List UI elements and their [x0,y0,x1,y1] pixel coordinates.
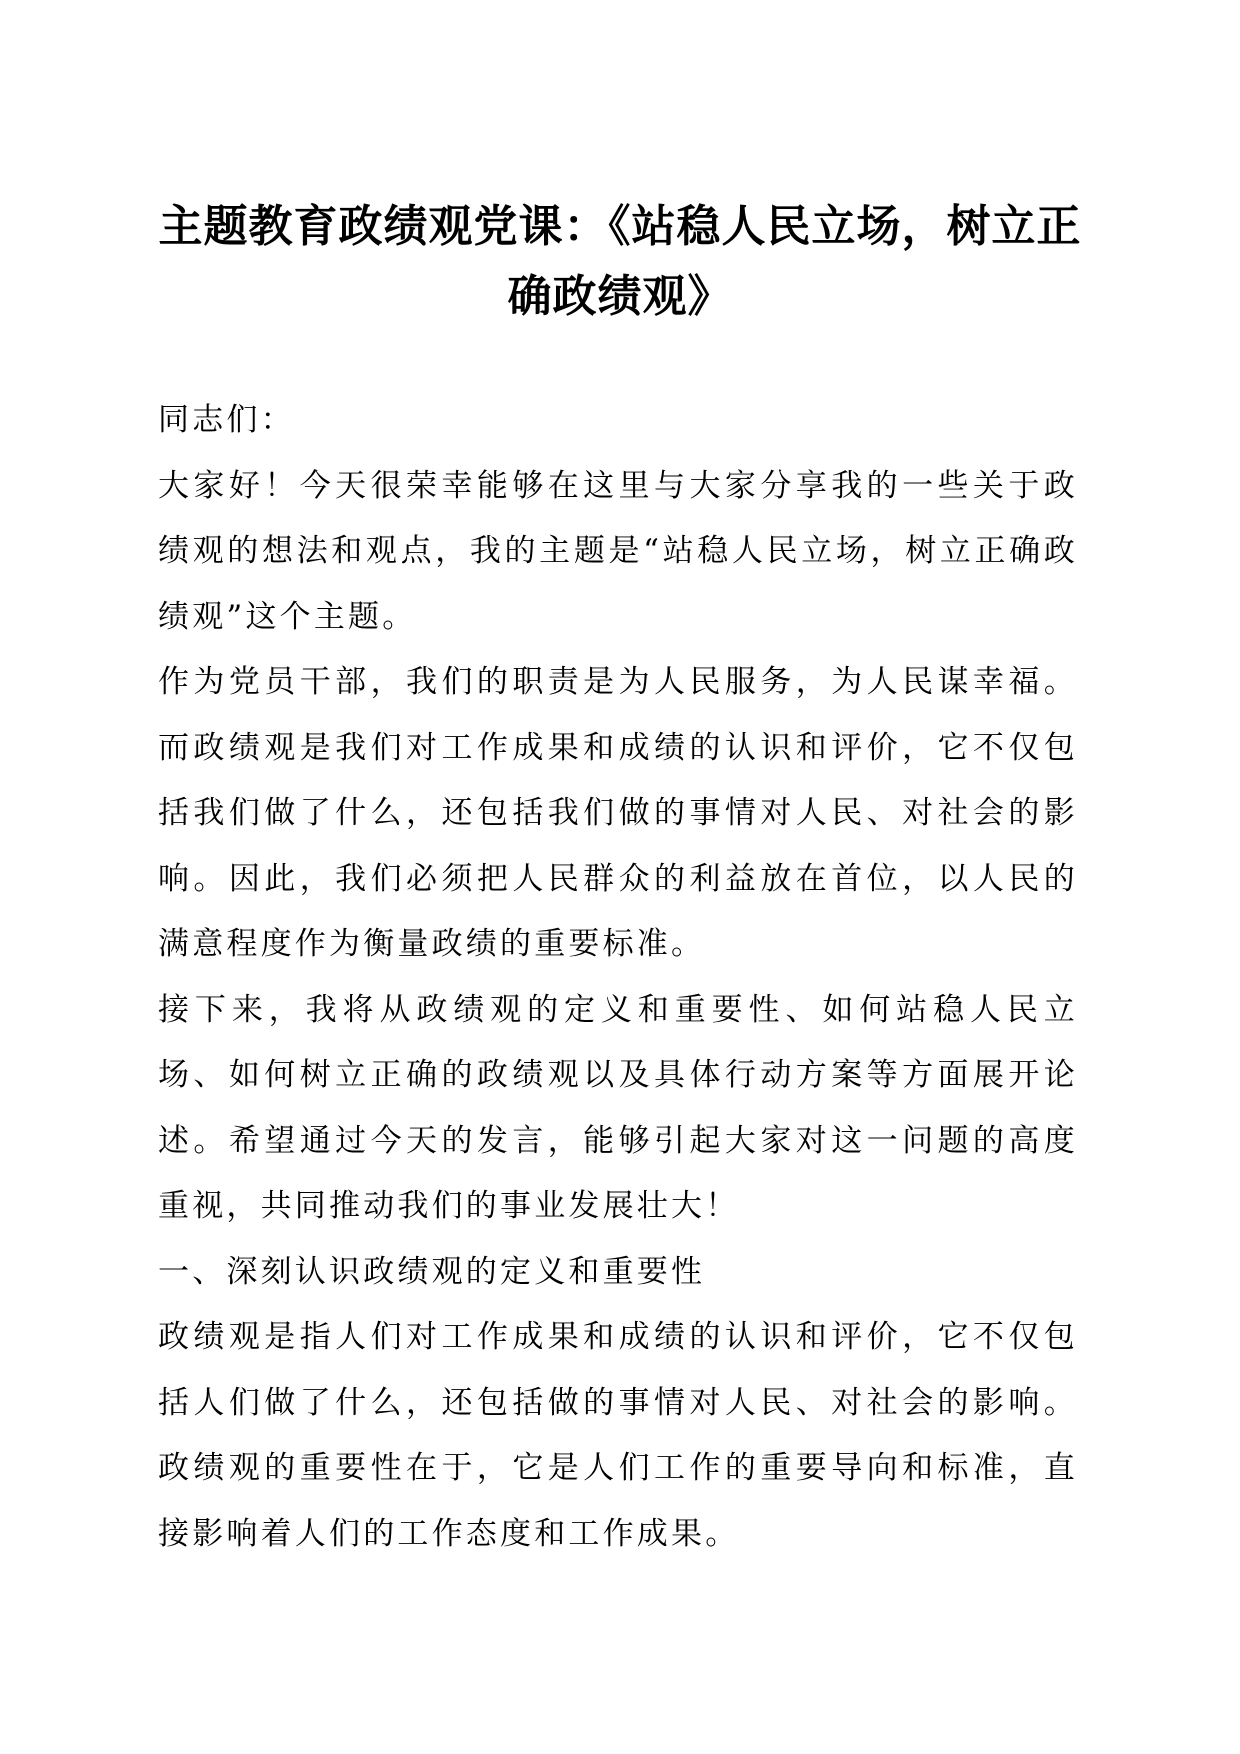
paragraph-duty: 作为党员干部，我们的职责是为人民服务，为人民谋幸福。而政绩观是我们对工作成果和成绩的认识和评价，它不仅包括我们做了什么，还包括我们做的事情对人民、对社会的影响。因此，我们必须把人民群众的利益放在首位，以人民的满意程度作为衡量政绩的重要标准。 [158,664,1078,962]
paragraph-definition: 政绩观是指人们对工作成果和成绩的认识和评价，它不仅包括人们做了什么，还包括做的事情对人民、对社会的影响。政绩观的重要性在于，它是人们工作的重要导向和标准，直接影响着人们的工作态度和工作成果。 [158,1319,1078,1552]
document-body [158,388,1078,1567]
salutation: 同志们： [158,402,295,438]
paragraph-greeting: 大家好！今天很荣幸能够在这里与大家分享我的一些关于政绩观的想法和观点，我的主题是“站稳人民立场，树立正确政绩观”这个主题。 [158,467,1078,635]
paragraph-outline: 接下来，我将从政绩观的定义和重要性、如何站稳人民立场、如何树立正确的政绩观以及具体行动方案等方面展开论述。希望通过今天的发言，能够引起大家对这一问题的高度重视，共同推动我们的事业发展壮大！ [158,991,1078,1224]
document-title: 主题教育政绩观党课：《站稳人民立场，树立正确政绩观》 [158,201,1082,322]
section-heading: 一、深刻认识政绩观的定义和重要性 [158,1253,706,1290]
